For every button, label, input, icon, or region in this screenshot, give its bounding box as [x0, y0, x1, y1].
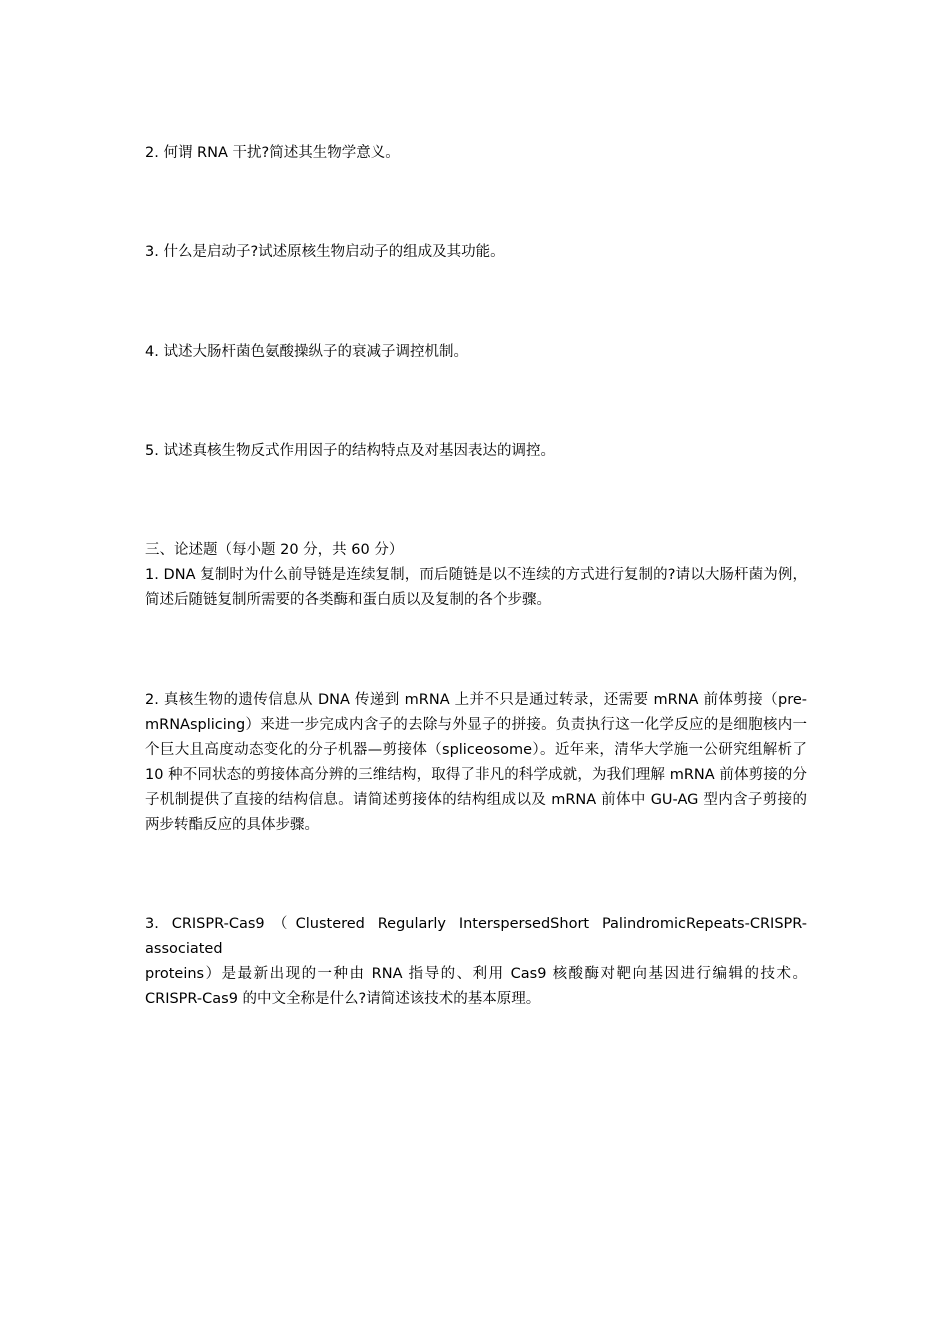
question-2-rna-interference: 2. 何谓 RNA 干扰?简述其生物学意义。 — [145, 145, 400, 161]
essay-question-3-crispr — [145, 912, 807, 1012]
question-3-promoter: 3. 什么是启动子?试述原核生物启动子的组成及其功能。 — [145, 244, 505, 260]
question-5-trans-acting-factor: 5. 试述真核生物反式作用因子的结构特点及对基因表达的调控。 — [145, 443, 555, 459]
essay-question-3-first-line: 3. CRISPR-Cas9（Clustered Regularly InterspersedShort PalindromicRepeats-CRISPR-associated — [145, 916, 807, 957]
section-3-heading: 三、论述题（每小题 20 分，共 60 分） — [145, 542, 404, 558]
essay-question-1-dna-replication: 1. DNA 复制时为什么前导链是连续复制，而后随链是以不连续的方式进行复制的?请以大肠杆菌为例，简述后随链复制所需要的各类酶和蛋白质以及复制的各个步骤。 — [145, 567, 807, 608]
essay-question-2-spliceosome: 2. 真核生物的遗传信息从 DNA 传递到 mRNA 上并不只是通过转录，还需要 mRNA 前体剪接（pre-mRNAsplicing）来进一步完成内含子的去除与外显子的拼接。负责执行这一化学反应的是细胞核内一个巨大且高度动态变化的分子机器—剪接体（spliceosome）。近年来，清华大学施一公研究组解析了 10 种不同状态的剪接体高分辨的三维结构，取得了非凡的科学成就，为我们理解 mRNA 前体剪接的分子机制提供了直接的结构信息。请简述剪接体的结构组成以及 mRNA 前体中 GU-AG 型内含子剪接的两步转酯反应的具体步骤。 — [145, 692, 807, 833]
essay-question-3-remaining-text: proteins）是最新出现的一种由 RNA 指导的、利用 Cas9 核酸酶对靶向基因进行编辑的技术。CRISPR-Cas9 的中文全称是什么?请简述该技术的基本原理。 — [145, 966, 807, 1007]
question-4-attenuator: 4. 试述大肠杆菌色氨酸操纵子的衰减子调控机制。 — [145, 344, 468, 360]
